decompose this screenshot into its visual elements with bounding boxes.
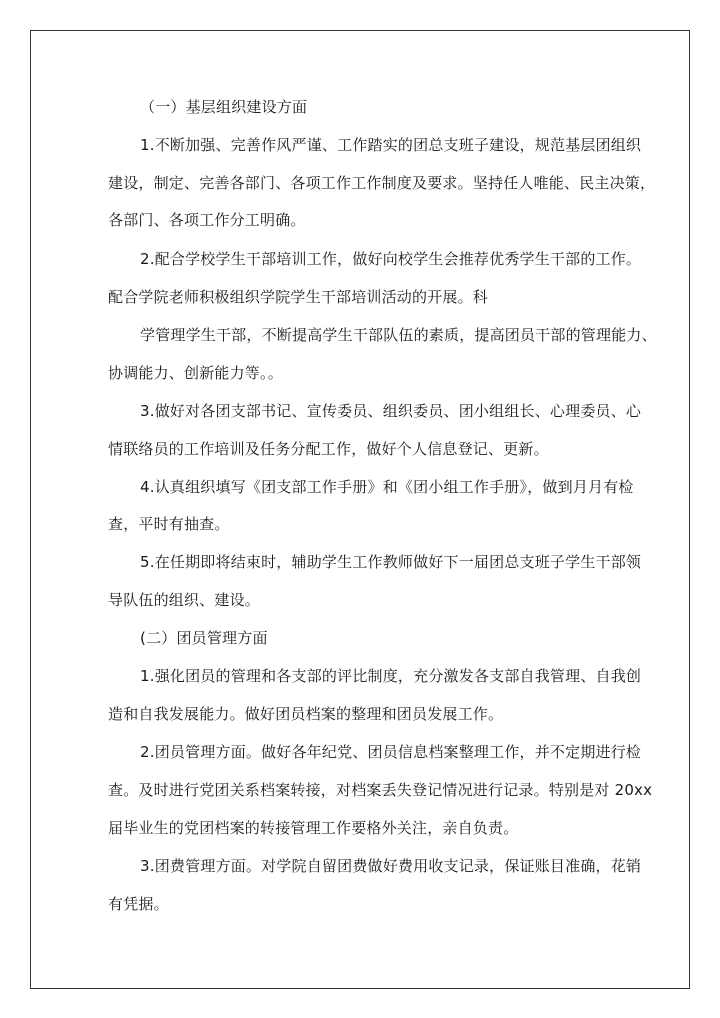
paragraph-line: 1.不断加强、完善作风严谨、工作踏实的团总支班子建设，规范基层团组织 xyxy=(140,136,642,154)
paragraph-line: 5.在任期即将结束时，辅助学生工作教师做好下一届团总支班子学生干部领 xyxy=(140,553,642,571)
paragraph-line: 导队伍的组织、建设。 xyxy=(108,591,261,609)
paragraph-line: 1.强化团员的管理和各支部的评比制度，充分激发各支部自我管理、自我创 xyxy=(140,667,642,685)
paragraph-line: 查。及时进行党团关系档案转接，对档案丢失登记情况进行记录。特别是对 20xx xyxy=(108,781,653,799)
paragraph-line: 届毕业生的党团档案的转接管理工作要格外关注，亲自负责。 xyxy=(108,819,519,837)
paragraph-line: 配合学院老师积极组织学院学生干部培训活动的开展。科 xyxy=(108,288,489,306)
section-heading-1: （一）基层组织建设方面 xyxy=(140,98,308,116)
paragraph-line: 查，平时有抽查。 xyxy=(108,515,230,533)
paragraph-line: 2.团员管理方面。做好各年纪党、团员信息档案整理工作，并不定期进行检 xyxy=(140,743,642,761)
paragraph-line: 协调能力、创新能力等。。 xyxy=(108,364,283,382)
section-heading-2: (二）团员管理方面 xyxy=(140,629,268,647)
paragraph-line: 4.认真组织填写《团支部工作手册》和《团小组工作手册》，做到月月有检 xyxy=(140,478,634,496)
paragraph-line: 造和自我发展能力。做好团员档案的整理和团员发展工作。 xyxy=(108,705,504,723)
paragraph-line: 学管理学生干部，不断提高学生干部队伍的素质，提高团员干部的管理能力、 xyxy=(140,326,657,344)
paragraph-line: 情联络员的工作培训及任务分配工作，做好个人信息登记、更新。 xyxy=(108,440,549,458)
paragraph-line: 2.配合学校学生干部培训工作，做好向校学生会推荐优秀学生干部的工作。 xyxy=(140,250,642,268)
paragraph-line: 有凭据。 xyxy=(108,895,169,913)
paragraph-line: 建设，制定、完善各部门、各项工作工作制度及要求。坚持任人唯能、民主决策， xyxy=(108,174,656,192)
paragraph-line: 3.团费管理方面。对学院自留团费做好费用收支记录，保证账目准确，花销 xyxy=(140,857,642,875)
paragraph-line: 各部门、各项工作分工明确。 xyxy=(108,211,306,229)
paragraph-line: 3.做好对各团支部书记、宣传委员、组织委员、团小组组长、心理委员、心 xyxy=(140,402,642,420)
